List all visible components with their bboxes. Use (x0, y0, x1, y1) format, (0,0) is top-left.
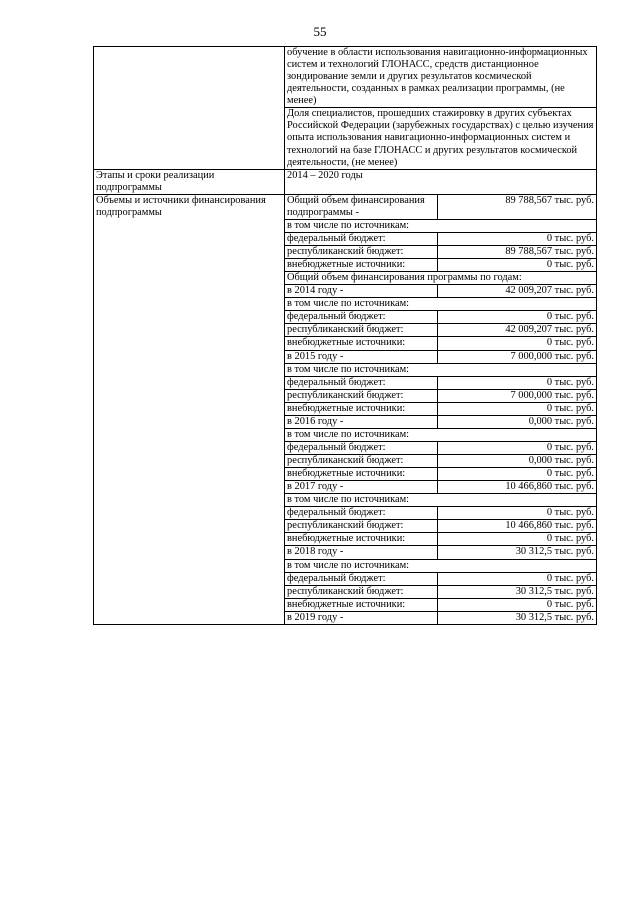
stages-row (94, 169, 597, 194)
financing-line (285, 611, 596, 624)
financing-line-label: в 2014 году - (285, 285, 438, 298)
indicators-label (94, 47, 285, 170)
financing-line-amount: 0 тыс. руб. (438, 232, 597, 245)
financing-line (285, 311, 596, 324)
financing-line-label: внебюджетные источники: (285, 598, 438, 611)
indicator-text: обучение в области использования навигационно-информационных систем и технологий ГЛОНАСС, средств дистанционное зондирование земли и других результатов космической деятельности, созданных в рамках реализации программы, (не менее) (285, 47, 596, 108)
financing-line (285, 533, 596, 546)
passport-table (93, 46, 597, 625)
financing-line-amount: 7 000,000 тыс. руб. (438, 389, 597, 402)
financing-line (285, 520, 596, 533)
financing-line (285, 389, 596, 402)
financing-line-label: внебюджетные источники: (285, 533, 438, 546)
financing-line (285, 441, 596, 454)
financing-line-label: республиканский бюджет: (285, 324, 438, 337)
financing-line-label: внебюджетные источники: (285, 468, 438, 481)
financing-line (285, 324, 596, 337)
financing-line (285, 246, 596, 259)
financing-line (285, 585, 596, 598)
financing-line-amount: 0 тыс. руб. (438, 507, 597, 520)
financing-line-label: республиканский бюджет: (285, 585, 438, 598)
financing-line (285, 232, 596, 245)
financing-line-label: в том числе по источникам: (285, 363, 596, 376)
financing-line (285, 468, 596, 481)
financing-line-amount: 0 тыс. руб. (438, 402, 597, 415)
financing-row (94, 194, 597, 624)
financing-line-label: внебюджетные источники: (285, 402, 438, 415)
financing-line-amount: 7 000,000 тыс. руб. (438, 350, 597, 363)
financing-line-amount: 0,000 тыс. руб. (438, 455, 597, 468)
financing-line (285, 415, 596, 428)
financing-line (285, 219, 596, 232)
indicators-row (94, 47, 597, 170)
financing-line-amount: 42 009,207 тыс. руб. (438, 324, 597, 337)
financing-line-label: внебюджетные источники: (285, 337, 438, 350)
financing-line-amount: 89 788,567 тыс. руб. (438, 246, 597, 259)
financing-line (285, 363, 596, 376)
financing-line (285, 350, 596, 363)
financing-line (285, 337, 596, 350)
indicators-value (285, 47, 597, 170)
financing-line-label: Общий объем финансирования программы по годам: (285, 272, 596, 285)
financing-line-label: в 2017 году - (285, 481, 438, 494)
financing-line (285, 195, 596, 220)
financing-line (285, 298, 596, 311)
financing-line (285, 285, 596, 298)
financing-line-label: республиканский бюджет: (285, 455, 438, 468)
financing-breakdown-table (285, 195, 596, 624)
financing-line-amount: 0 тыс. руб. (438, 598, 597, 611)
financing-line (285, 428, 596, 441)
financing-line-label: федеральный бюджет: (285, 572, 438, 585)
financing-line-amount: 0 тыс. руб. (438, 311, 597, 324)
financing-line-label: Общий объем финансирования подпрограммы - (285, 195, 438, 220)
page-number: 55 (313, 24, 327, 39)
financing-line-label: в том числе по источникам: (285, 428, 596, 441)
indicator-text: Доля специалистов, прошедших стажировку в других субъектах Российской Федерации (зарубежных государствах) с целью изучения опыта использования навигационно-информационных систем и технологий на базе ГЛОНАСС и других результатов космической деятельности, (не менее) (287, 108, 594, 168)
financing-line-label: в том числе по источникам: (285, 219, 596, 232)
financing-line-label: федеральный бюджет: (285, 311, 438, 324)
financing-line (285, 559, 596, 572)
financing-line (285, 259, 596, 272)
financing-line-amount: 0 тыс. руб. (438, 259, 597, 272)
financing-line-amount: 0 тыс. руб. (438, 441, 597, 454)
financing-line (285, 598, 596, 611)
financing-line-amount: 0 тыс. руб. (438, 468, 597, 481)
financing-line-label: в 2015 году - (285, 350, 438, 363)
financing-line-label: федеральный бюджет: (285, 376, 438, 389)
financing-line (285, 481, 596, 494)
financing-line (285, 376, 596, 389)
financing-line-amount: 0 тыс. руб. (438, 572, 597, 585)
financing-line-amount: 0 тыс. руб. (438, 337, 597, 350)
financing-line-amount: 89 788,567 тыс. руб. (438, 195, 597, 220)
financing-line-amount: 10 466,860 тыс. руб. (438, 520, 597, 533)
financing-line (285, 455, 596, 468)
stages-period: 2014 – 2020 годы (287, 169, 363, 181)
financing-label: Объемы и источники финансирования подпрограммы (94, 194, 285, 624)
stages-value (285, 169, 597, 194)
financing-line-amount: 10 466,860 тыс. руб. (438, 481, 597, 494)
financing-line (285, 272, 596, 285)
financing-line-label: федеральный бюджет: (285, 507, 438, 520)
financing-line-label: в том числе по источникам: (285, 298, 596, 311)
stages-label: Этапы и сроки реализации подпрограммы (94, 169, 285, 194)
financing-line-label: федеральный бюджет: (285, 441, 438, 454)
financing-line (285, 402, 596, 415)
financing-line (285, 494, 596, 507)
financing-line-label: в 2016 году - (285, 415, 438, 428)
financing-line-label: в том числе по источникам: (285, 559, 596, 572)
financing-line-label: республиканский бюджет: (285, 520, 438, 533)
financing-line-amount: 42 009,207 тыс. руб. (438, 285, 597, 298)
financing-line (285, 572, 596, 585)
financing-line-amount: 30 312,5 тыс. руб. (438, 585, 597, 598)
financing-line-label: в 2018 году - (285, 546, 438, 559)
financing-line-label: внебюджетные источники: (285, 259, 438, 272)
financing-line (285, 507, 596, 520)
financing-line-label: в том числе по источникам: (285, 494, 596, 507)
financing-line-label: в 2019 году - (285, 611, 438, 624)
financing-line-label: республиканский бюджет: (285, 246, 438, 259)
financing-line-amount: 0 тыс. руб. (438, 376, 597, 389)
financing-line (285, 546, 596, 559)
financing-value (285, 194, 597, 624)
financing-line-amount: 0,000 тыс. руб. (438, 415, 597, 428)
financing-line-amount: 30 312,5 тыс. руб. (438, 546, 597, 559)
financing-line-label: федеральный бюджет: (285, 232, 438, 245)
financing-line-label: республиканский бюджет: (285, 389, 438, 402)
financing-line-amount: 30 312,5 тыс. руб. (515, 611, 594, 623)
financing-line-amount: 0 тыс. руб. (438, 533, 597, 546)
